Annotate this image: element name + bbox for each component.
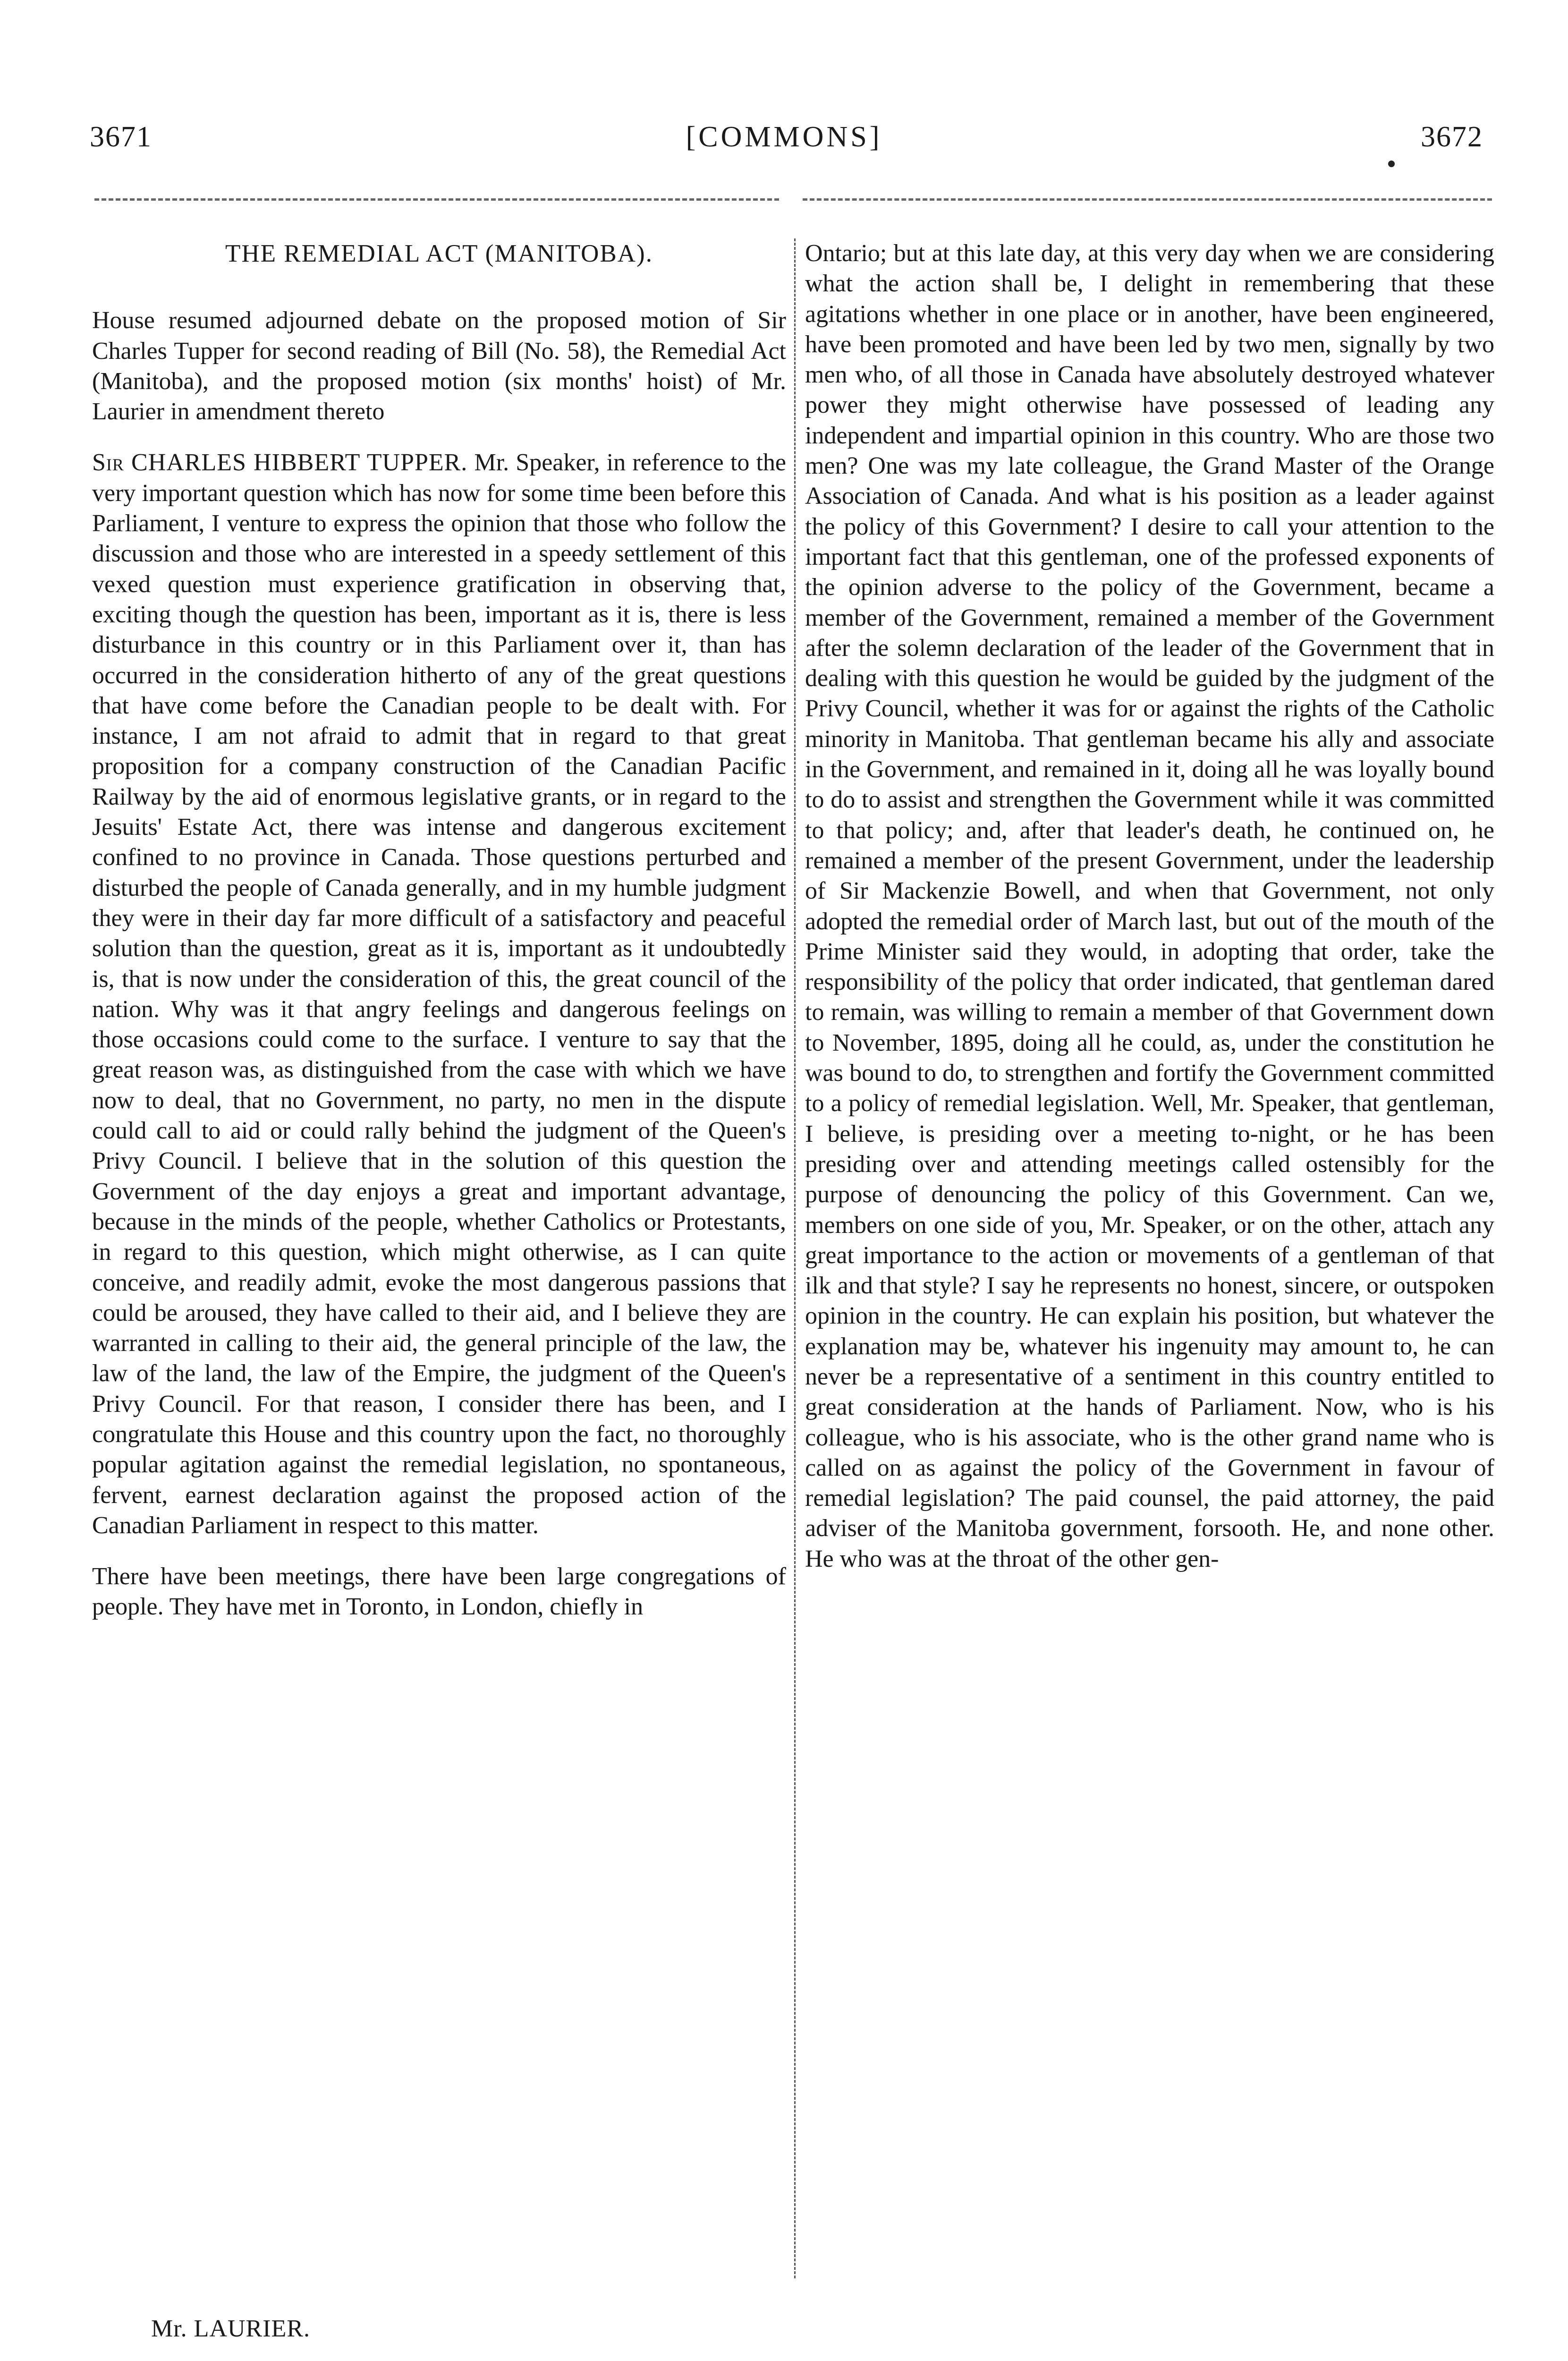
speech-paragraph-2: There have been meetings, there have been large congregations of people. They have met in Toronto, in London, chiefly in (92, 1563, 786, 1621)
header-rule-left (94, 198, 779, 201)
column-divider (794, 238, 796, 2278)
speech-text-1: Mr. Speaker, in reference to the very important question which has now for some time been before this Parliament, I venture to express the opinion that those who follow the discussion and those who are interested in a speedy settlement of this vexed question must experience gratification in observing that, exciting though the question has been, important as it is, there is less disturbance in this country or in this Parliament over it, than has occurred in the consideration hitherto of any of the great questions that have come before the Canadian people to be dealt with. For instance, I am not afraid to admit that in regard to that great proposition for a company construction of the Canadian Pacific Railway by the aid of enormous legislative grants, or in regard to the Jesuits' Estate Act, there was intense and dangerous excitement confined to no province in Canada. Those questions perturbed and disturbed the people of Canada generally, and in my humble judgment they were in their day far more difficult of a satisfactory and peaceful solution than the question, great as it is, important as it undoubtedly is, that is now under the consideration of this, the great council of the nation. Why was it that angry feelings and dangerous feelings on those occasions could come to the surface. I venture to say that the great reason was, as distinguished from the case with which we have now to deal, that no Government, no party, no men in the dispute could call to aid or could rally behind the judgment of the Queen's Privy Council. I believe that in the solution of this question the Government of the day enjoys a great and important advantage, because in the minds of the people, whether Catholics or Protestants, in regard to this question, which might otherwise, as I can quite conceive, and readily admit, evoke the most dangerous passions that could be aroused, they have called to their aid, and I believe they are warranted in calling to their aid, the general principle of the law, the law of the land, the law of the Empire, the judgment of the Queen's Privy Council. For that reason, I consider there has been, and I congratulate this House and this country upon the fact, no thoroughly popular agitation against the remedial legislation, no spontaneous, fervent, earnest declaration against the proposed action of the Canadian Parliament in respect to this matter. (92, 449, 786, 1539)
page-number-right: 3672 (1421, 121, 1483, 153)
right-column (805, 238, 1494, 1595)
speaker-name: Sir CHARLES HIBBERT TUPPER. (92, 449, 468, 476)
intro-paragraph: House resumed adjourned debate on the proposed motion of Sir Charles Tupper for second reading of Bill (No. 58), the Remedial Act (Manitoba), and the proposed motion (six months' hoist) of Mr. Laurier in amendment thereto (92, 307, 786, 425)
header-rule-right (803, 198, 1492, 201)
footer-speaker: Mr. LAURIER. (151, 2315, 310, 2342)
speech-paragraph-3: Ontario; but at this late day, at this very day when we are considering what the action shall be, I delight in remembering that these agitations whether in one place or in another, have been engineered, have been promoted and have been led by two men, signally by two men who, of all those in Canada have absolutely destroyed whatever power they might otherwise have possessed of leading any independent and impartial opinion in this country. Who are those two men? One was my late colleague, the Grand Master of the Orange Association of Canada. And what is his position as a leader against the policy of this Government? I desire to call your attention to the important fact that this gentleman, one of the professed exponents of the opinion adverse to the policy of the Government, became a member of the Government, remained a member of the Government after the solemn declaration of the leader of the Government that in dealing with this question he would be guided by the judgment of the Privy Council, whether it was for or against the rights of the Catholic minority in Manitoba. That gentleman became his ally and associate in the Government, and remained in it, doing all he was loyally bound to do to assist and strengthen the Government while it was committed to that policy; and, after that leader's death, he continued on, he remained a member of the present Government, under the leadership of Sir Mackenzie Bowell, and when that Government, not only adopted the remedial order of March last, but out of the mouth of the Prime Minister said they would, in adopting that order, take the responsibility of the policy that order indicated, that gentleman dared to remain, was willing to remain a member of that Government down to November, 1895, doing all he could, as, under the constitution he was bound to do, to strengthen and fortify the Government committed to a policy of remedial legislation. Well, Mr. Speaker, that gentleman, I believe, is presiding over a meeting to-night, or he has been presiding over and attending meetings called ostensibly for the purpose of denouncing the policy of this Government. Can we, members on one side of you, Mr. Speaker, or on the other, attach any great importance to the action or movements of a gentleman of that ilk and that style? I say he represents no honest, sincere, or outspoken opinion in the country. He can explain his position, but whatever the explanation may be, whatever his ingenuity may amount to, he can never be a representative of a sentiment in this country entitled to great consideration at the hands of Parliament. Now, who is his colleague, who is his associate, who is the other grand name who is called on as against the policy of the Government in favour of remedial legislation? The paid counsel, the paid attorney, the paid adviser of the Manitoba government, forsooth. He, and none other. He who was at the throat of the other gen- (805, 240, 1494, 1572)
running-head: [COMMONS] (686, 121, 882, 153)
speech-paragraph-1 (92, 448, 786, 1541)
left-column (92, 238, 786, 1643)
page-number-left: 3671 (90, 121, 152, 153)
print-dot (1388, 161, 1395, 167)
section-title: THE REMEDIAL ACT (MANITOBA). (225, 240, 653, 267)
